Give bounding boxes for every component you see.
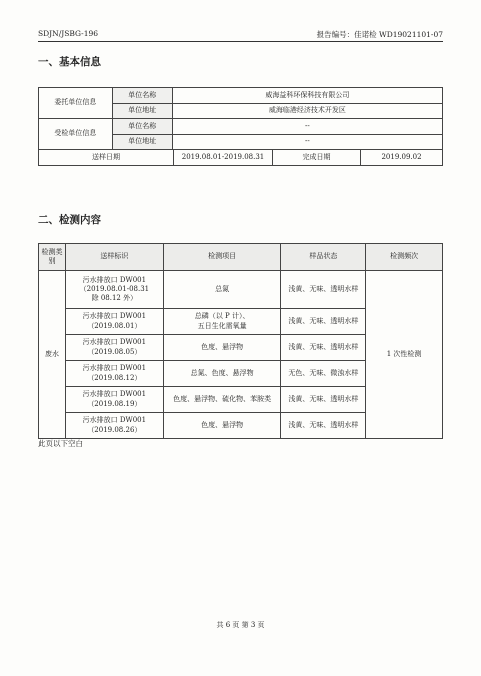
sample-id-cell: 污水排放口 DW001 （2019.08.19） <box>65 387 163 413</box>
table-row <box>39 271 443 309</box>
send-date-label: 送样日期 <box>92 152 120 161</box>
inspected-name-value: -- <box>172 119 442 135</box>
test-item-cell: 总磷（以 P 计）、 五日生化需氧量 <box>163 309 281 335</box>
test-item-cell: 总氮 <box>163 271 281 309</box>
sample-state-cell: 浅黄、无味、透明水样 <box>281 335 366 361</box>
send-date-value: 2019.08.01-2019.08.31 <box>173 150 272 165</box>
header-category: 检测类别 <box>39 244 66 271</box>
frequency-cell: 1 次性检测 <box>366 271 443 439</box>
inspected-addr-label: 单位地址 <box>112 134 172 150</box>
sample-id-cell: 污水排放口 DW001 （2019.08.12） <box>65 361 163 387</box>
header-sample-state: 样品状态 <box>281 244 366 271</box>
client-addr-label: 单位地址 <box>112 103 172 119</box>
finish-date-label: 完成日期 <box>272 150 360 165</box>
sample-id-cell: 污水排放口 DW001 （2019.08.01） <box>65 309 163 335</box>
report-number: 报告编号：佳诺检 WD19021101-07 <box>316 30 443 39</box>
section-basic-info-title: 一、基本信息 <box>38 56 101 68</box>
sample-id-cell: 污水排放口 DW001 （2019.08.26） <box>65 413 163 439</box>
inspected-name-label: 单位名称 <box>112 119 172 135</box>
inspected-info-label: 受检单位信息 <box>39 119 113 150</box>
table-row <box>39 119 443 135</box>
finish-date-value: 2019.09.02 <box>360 150 442 165</box>
client-addr-value: 威海临港经济技术开发区 <box>172 103 442 119</box>
header-frequency: 检测频次 <box>366 244 443 271</box>
client-name-label: 单位名称 <box>112 88 172 104</box>
sample-id-cell: 污水排放口 DW001 （2019.08.05） <box>65 335 163 361</box>
header-test-item: 检测项目 <box>163 244 281 271</box>
sample-state-cell: 浅黄、无味、透明水样 <box>281 309 366 335</box>
sample-state-cell: 无色、无味、微浊水样 <box>281 361 366 387</box>
page-number: 共 6 页 第 3 页 <box>216 621 265 629</box>
test-item-cell: 总氮、色度、悬浮物 <box>163 361 281 387</box>
client-name-value: 威海益科环保科技有限公司 <box>172 88 442 104</box>
sample-state-cell: 浅黄、无味、透明水样 <box>281 413 366 439</box>
table-row <box>39 88 443 104</box>
basic-info-table <box>38 87 443 166</box>
section-test-content-title: 二、检测内容 <box>38 214 101 226</box>
blank-below-note: 此页以下空白 <box>38 439 83 448</box>
client-info-label: 委托单位信息 <box>39 88 113 119</box>
table-header-row <box>39 244 443 271</box>
table-row <box>39 150 443 166</box>
sample-state-cell: 浅黄、无味、透明水样 <box>281 271 366 309</box>
inspected-addr-value: -- <box>172 134 442 150</box>
test-item-cell: 色度、悬浮物 <box>163 413 281 439</box>
category-cell: 废水 <box>39 271 66 439</box>
report-standard-code: SDJN/JSBG-196 <box>38 29 99 38</box>
test-item-cell: 色度、悬浮物、硫化物、苯胺类 <box>163 387 281 413</box>
sample-state-cell: 浅黄、无味、透明水样 <box>281 387 366 413</box>
sample-id-cell: 污水排放口 DW001 （2019.08.01-08.31 除 08.12 外） <box>65 271 163 309</box>
header-sample-id: 送样标识 <box>65 244 163 271</box>
test-content-table <box>38 243 443 439</box>
header-divider <box>38 41 443 42</box>
test-item-cell: 色度、悬浮物 <box>163 335 281 361</box>
